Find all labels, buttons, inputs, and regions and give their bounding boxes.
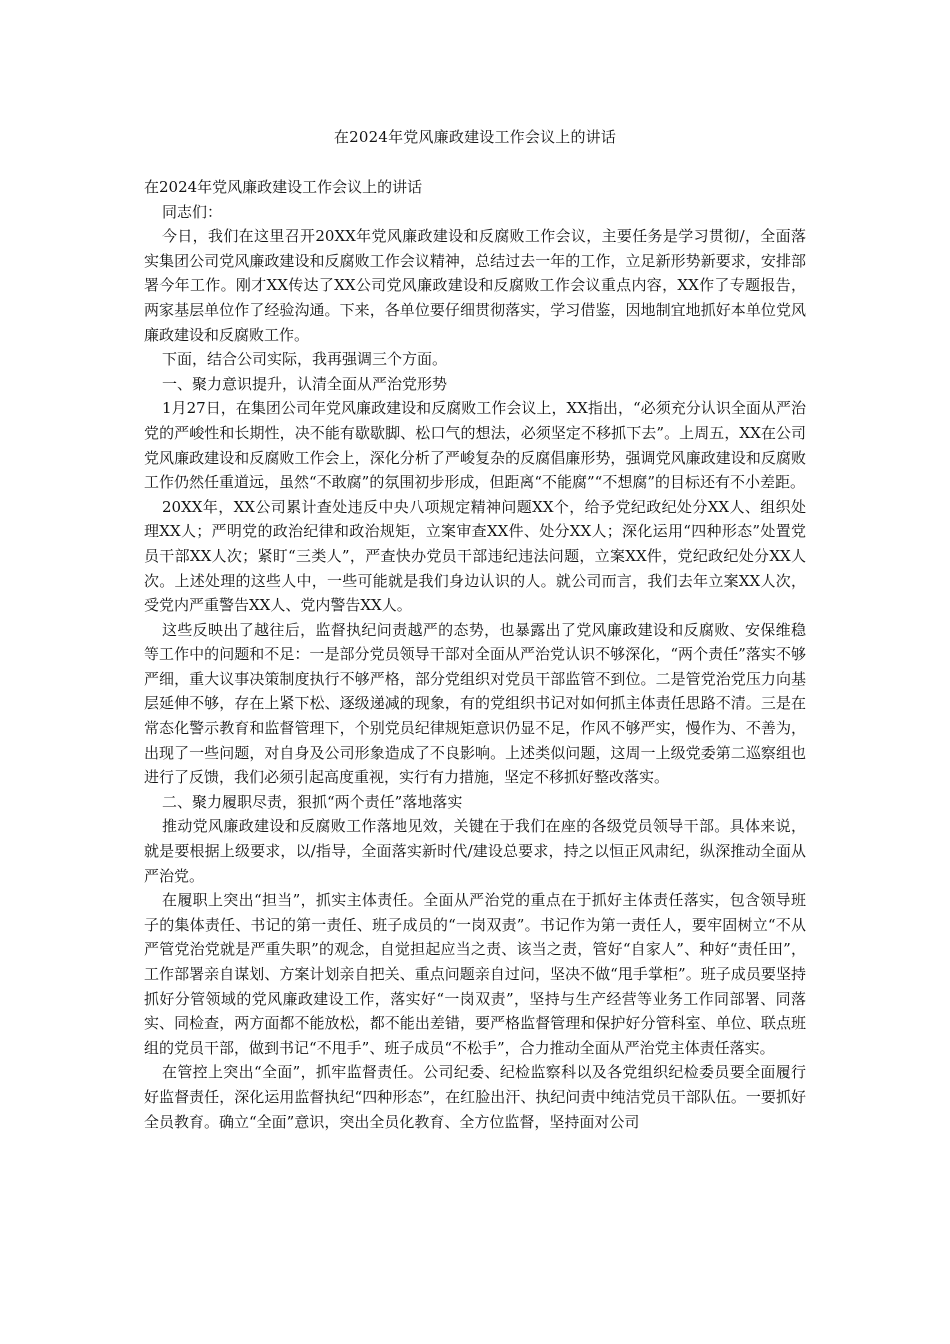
paragraph-transition: 下面，结合公司实际，我再强调三个方面。 xyxy=(162,350,448,369)
document-title: 在2024年党风廉政建设工作会议上的讲话 xyxy=(333,128,617,146)
paragraph: 1月27日，在集团公司年党风廉政建设和反腐败工作会议上，XX指出，“必须充分认识全面从严治党的严峻性和长期性，决不能有歇歇脚、松口气的想法，必须坚定不移抓下去”。上周五，XX在公司党风廉政建设和反腐败工作会上，深化分析了严峻复杂的反腐倡廉形势，强调党风廉政建设和反腐败工作仍然任重道远，虽然“不敢腐”的氛围初步形成，但距离“不能腐”“不想腐”的目标还有不小差距。 xyxy=(144,399,806,492)
paragraph: 推动党风廉政建设和反腐败工作落地见效，关键在于我们在座的各级党员领导干部。具体来说，就是要根据上级要求，以/指导，全面落实新时代/建设总要求，持之以恒正风肃纪，纵深推动全面从严治党。 xyxy=(144,817,806,885)
paragraph: 在管控上突出“全面”，抓牢监督责任。公司纪委、纪检监察科以及各党组织纪检委员要全面履行好监督责任，深化运用监督执纪“四种形态”，在红脸出汗、执纪问责中纯洁党员干部队伍。一要抓好全员教育。确立“全面”意识，突出全员化教育、全方位监督，坚持面对公司 xyxy=(144,1063,806,1131)
section-heading-1: 一、聚力意识提升，认清全面从严治党形势 xyxy=(162,374,448,393)
document-body xyxy=(144,175,806,1134)
body-heading: 在2024年党风廉政建设工作会议上的讲话 xyxy=(144,178,423,196)
section-heading-2: 二、聚力履职尽责，狠抓“两个责任”落地落实 xyxy=(162,792,463,811)
paragraph: 20XX年，XX公司累计查处违反中央八项规定精神问题XX个，给予党纪政纪处分XX人、组织处理XX人；严明党的政治纪律和政治规矩，立案审查XX件、处分XX人；深化运用“四种形态”处置党员干部XX人次；紧盯“三类人”，严查快办党员干部违纪违法问题，立案XX件，党纪政纪处分XX人次。上述处理的这些人中，一些可能就是我们身边认识的人。就公司而言，我们去年立案XX人次，受党内严重警告XX人、党内警告XX人。 xyxy=(144,497,806,615)
salutation: 同志们： xyxy=(162,202,223,221)
paragraph-opening: 今日，我们在这里召开20XX年党风廉政建设和反腐败工作会议，主要任务是学习贯彻/，全面落实集团公司党风廉政建设和反腐败工作会议精神，总结过去一年的工作，立足新形势新要求，安排部署今年工作。刚才XX传达了XX公司党风廉政建设和反腐败工作会议重点内容，XX作了专题报告，两家基层单位作了经验沟通。下来，各单位要仔细贯彻落实，学习借鉴，因地制宜地抓好本单位党风廉政建设和反腐败工作。 xyxy=(144,227,806,344)
paragraph: 在履职上突出“担当”，抓实主体责任。全面从严治党的重点在于抓好主体责任落实，包含领导班子的集体责任、书记的第一责任、班子成员的“一岗双责”。书记作为第一责任人，要牢固树立“不从严管党治党就是严重失职”的观念，自觉担起应当之责、该当之责，管好“自家人”、种好“责任田”，工作部署亲自谋划、方案计划亲自把关、重点问题亲自过问，坚决不做“甩手掌柜”。班子成员要坚持抓好分管领域的党风廉政建设工作，落实好“一岗双责”，坚持与生产经营等业务工作同部署、同落实、同检查，两方面都不能放松，都不能出差错，要严格监督管理和保护好分管科室、单位、联点班组的党员干部，做到书记“不甩手”、班子成员“不松手”，合力推动全面从严治党主体责任落实。 xyxy=(144,891,806,1057)
paragraph: 这些反映出了越往后，监督执纪问责越严的态势，也暴露出了党风廉政建设和反腐败、安保维稳等工作中的问题和不足：一是部分党员领导干部对全面从严治党认识不够深化，“两个责任”落实不够严细，重大议事决策制度执行不够严格，部分党组织对党员干部监管不到位。二是管党治党压力向基层延伸不够，存在上紧下松、逐级递减的现象，有的党组织书记对如何抓主体责任思路不清。三是在常态化警示教育和监督管理下，个别党员纪律规矩意识仍显不足，作风不够严实，慢作为、不善为，出现了一些问题，对自身及公司形象造成了不良影响。上述类似问题，这周一上级党委第二巡察组也进行了反馈，我们必须引起高度重视，实行有力措施，坚定不移抓好整改落实。 xyxy=(144,620,806,787)
